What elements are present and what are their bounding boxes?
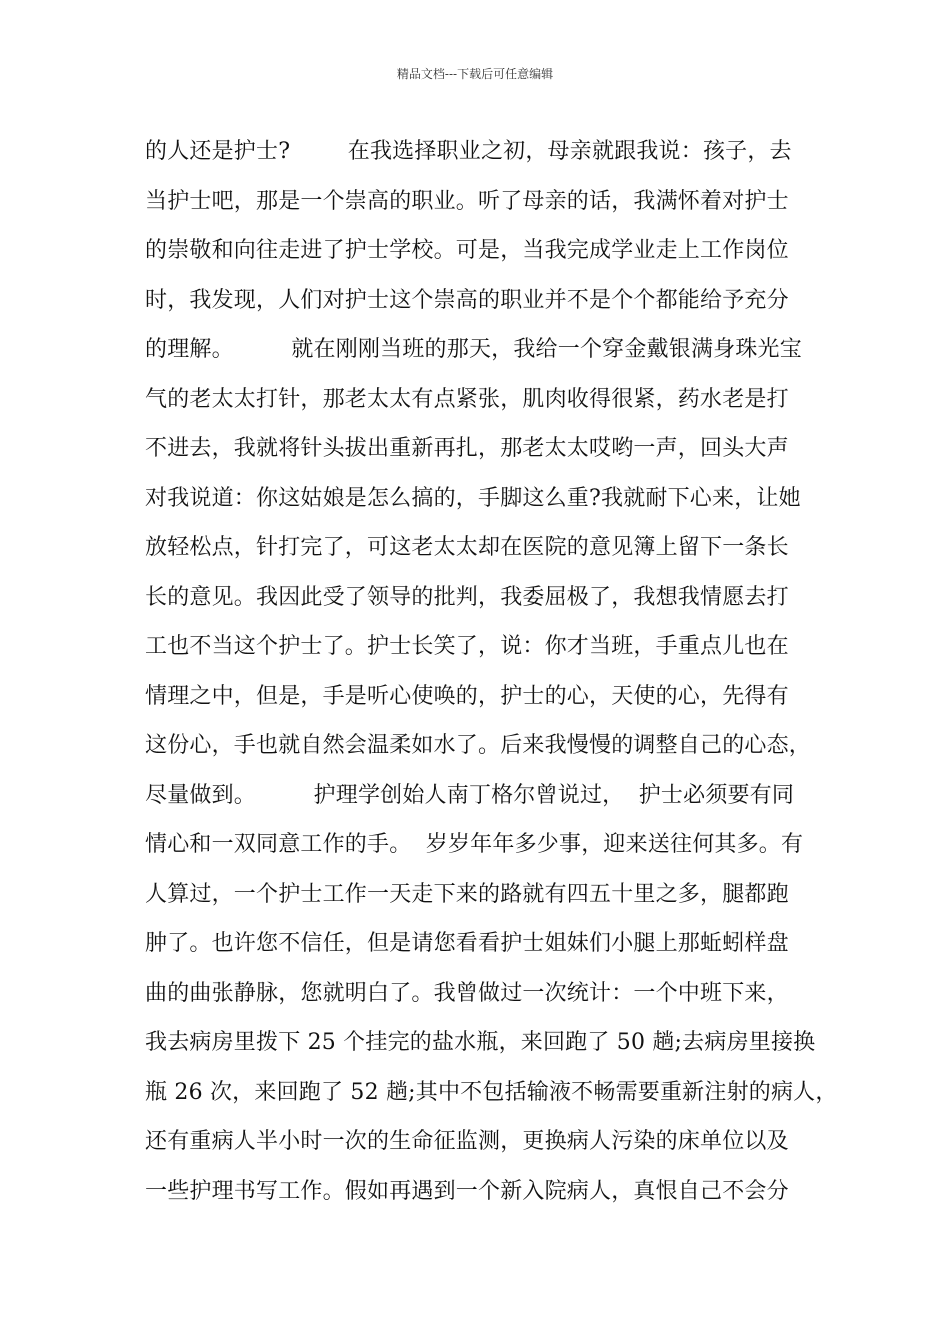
text-line: 不进去，我就将针头拔出重新再扎，那老太太哎哟一声，回头大声 (145, 436, 789, 461)
page-header: 精品文档---下载后可任意编辑 (396, 67, 554, 81)
text-line: 气的老太太打针，那老太太有点紧张，肌肉收得很紧，药水老是打 (145, 386, 789, 412)
text-line: 肿了。也许您不信任，但是请您看看护士姐妹们小腿上那蚯蚓样盘 (145, 931, 789, 956)
document-body (145, 127, 838, 1216)
text-line: 这份心，手也就自然会温柔如水了。后来我慢慢的调整自己的心态， (145, 733, 812, 758)
text-line: 的理解。 就在刚刚当班的那天，我给一个穿金戴银满身珠光宝 (145, 337, 802, 362)
text-line: 我去病房里拨下 25 个挂完的盐水瓶，来回跑了 50 趟;去病房里接换 (145, 1030, 816, 1055)
text-line: 的崇敬和向往走进了护士学校。可是，当我完成学业走上工作岗位 (145, 238, 789, 263)
text-line: 时，我发现，人们对护士这个崇高的职业并不是个个都能给予充分 (145, 287, 789, 313)
text-line: 放轻松点，针打完了，可这老太太却在医院的意见簿上留下一条长 (145, 535, 789, 560)
text-line: 工也不当这个护士了。护士长笑了，说：你才当班，手重点儿也在 (145, 634, 789, 659)
text-line: 对我说道：你这姑娘是怎么搞的，手脚这么重?我就耐下心来，让她 (145, 485, 801, 511)
text-line: 的人还是护士? 在我选择职业之初，母亲就跟我说：孩子，去 (145, 139, 792, 164)
text-line: 瓶 26 次，来回跑了 52 趟;其中不包括输液不畅需要重新注射的病人， (145, 1079, 838, 1105)
text-line: 当护士吧，那是一个崇高的职业。听了母亲的话，我满怀着对护士 (145, 188, 789, 214)
text-line: 尽量做到。 护理学创始人南丁格尔曾说过， 护士必须要有同 (145, 782, 795, 808)
text-line: 一些护理书写工作。假如再遇到一个新入院病人，真恨自己不会分 (145, 1178, 789, 1204)
text-line: 情心和一双同意工作的手。 岁岁年年多少事，迎来送往何其多。有 (145, 832, 804, 857)
text-line: 情理之中，但是，手是听心使唤的，护士的心，天使的心，先得有 (145, 683, 789, 709)
text-line: 长的意见。我因此受了领导的批判，我委屈极了，我想我情愿去打 (145, 584, 789, 610)
text-line: 人算过，一个护士工作一天走下来的路就有四五十里之多，腿都跑 (145, 881, 789, 907)
text-line: 曲的曲张静脉，您就明白了。我曾做过一次统计：一个中班下来， (145, 980, 789, 1006)
text-line: 还有重病人半小时一次的生命征监测，更换病人污染的床单位以及 (145, 1129, 789, 1154)
